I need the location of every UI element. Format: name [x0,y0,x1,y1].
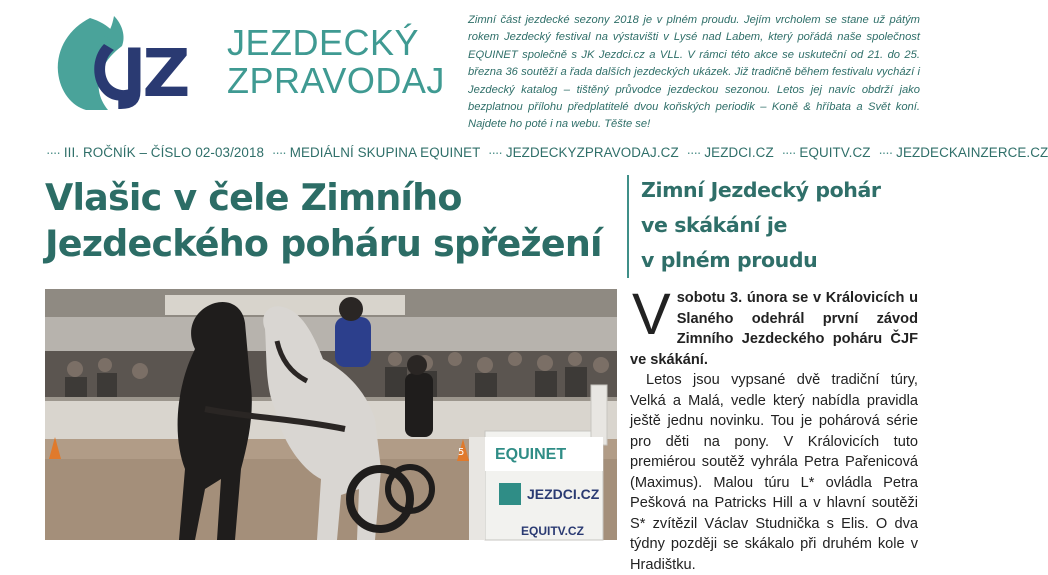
separator: ···· [781,145,796,160]
headline-line1: Vlašic v čele Zimního [45,176,462,219]
link-jezdci[interactable]: JEZDCI.CZ [704,145,774,160]
article-lead: sobotu 3. února se v Královicích u Slaného odehrál první závod Zimního Jezdeckého poháru ČJF ve skákání. [630,290,918,368]
separator: ···· [46,145,60,160]
publisher-name: MEDIÁLNÍ SKUPINA EQUINET [289,145,481,160]
separator: ···· [686,145,701,160]
marker-number: 5 [458,447,465,458]
masthead-title [227,24,445,100]
masthead-title-line2: ZPRAVODAJ [227,60,445,101]
banner-equitv: EQUITV.CZ [521,524,584,538]
main-headline [45,175,615,267]
masthead-title-line1: JEZDECKÝ [227,22,420,63]
issue-info: III. ROČNÍK – ČÍSLO 02-03/2018 [63,145,265,160]
logo-letters: JZ [122,35,187,112]
banner-equinet: EQUINET [495,446,567,463]
article-body-text: Letos jsou vypsané dvě tradiční túry, Velká a Malá, vedle který nabídla pravidla ještě jednu novinku. Tou je pohárová série pro děti na pony. V Královicích tuto premiérou soutěž vyhrála Petra Pařenicová (Maximus). Malou túru L* ovládla Petra Pešková na Patricks Hill a v hlavní soutěži S* zvítězil Václav Studnička s Elis. O dva týdny později se skákalo při druhém kole v Hradištku. [630,372,918,573]
sidebar-title-line2: ve skákání je [641,213,788,237]
intro-paragraph: Zimní část jezdecké sezony 2018 je v plném proudu. Jejím vrcholem se stane už pátým rokem Jezdecký festival na výstavišti v Lysé nad Labem, který pořádá naše společnost EQUINET společně s JK Jezdci.cz a VLL. V rámci této akce se uskuteční od 21. do 25. března 36 soutěží a řada dalších jezdeckých ukázek. Již tradičně během festivalu vychází i Jezdecký katalog – tištěný průvodce jezdeckou sezonou. Letos jej navíc obdrží jako bezplatnou přílohu předplatitelé dvou koňských periodik – Koně & hříbata a Svět koní. Najdete ho poté i na webu. Těšte se! [468,14,920,131]
sidebar-title-line1: Zimní Jezdecký pohár [641,178,881,202]
separator: ···· [878,145,893,160]
drop-cap: V [632,282,671,347]
link-jezdeckainzerce[interactable]: JEZDECKAINZERCE.CZ [896,145,1048,160]
separator: ···· [271,145,286,160]
banner-jezdci: JEZDCI.CZ [527,486,600,502]
separator: ···· [488,145,502,160]
sidebar-article-body [630,282,918,575]
sidebar-title-line3: v plném proudu [641,248,818,272]
article-photo [45,289,617,540]
logo-mark [52,14,222,114]
link-jezdeckyzpravodaj[interactable]: JEZDECKYZPRAVODAJ.CZ [505,145,679,160]
info-bar [46,145,1048,160]
link-equitv[interactable]: EQUITV.CZ [799,145,871,160]
sidebar-article-title [641,173,931,278]
column-rule [627,175,629,278]
headline-line2: Jezdeckého poháru spřežení [45,222,602,265]
